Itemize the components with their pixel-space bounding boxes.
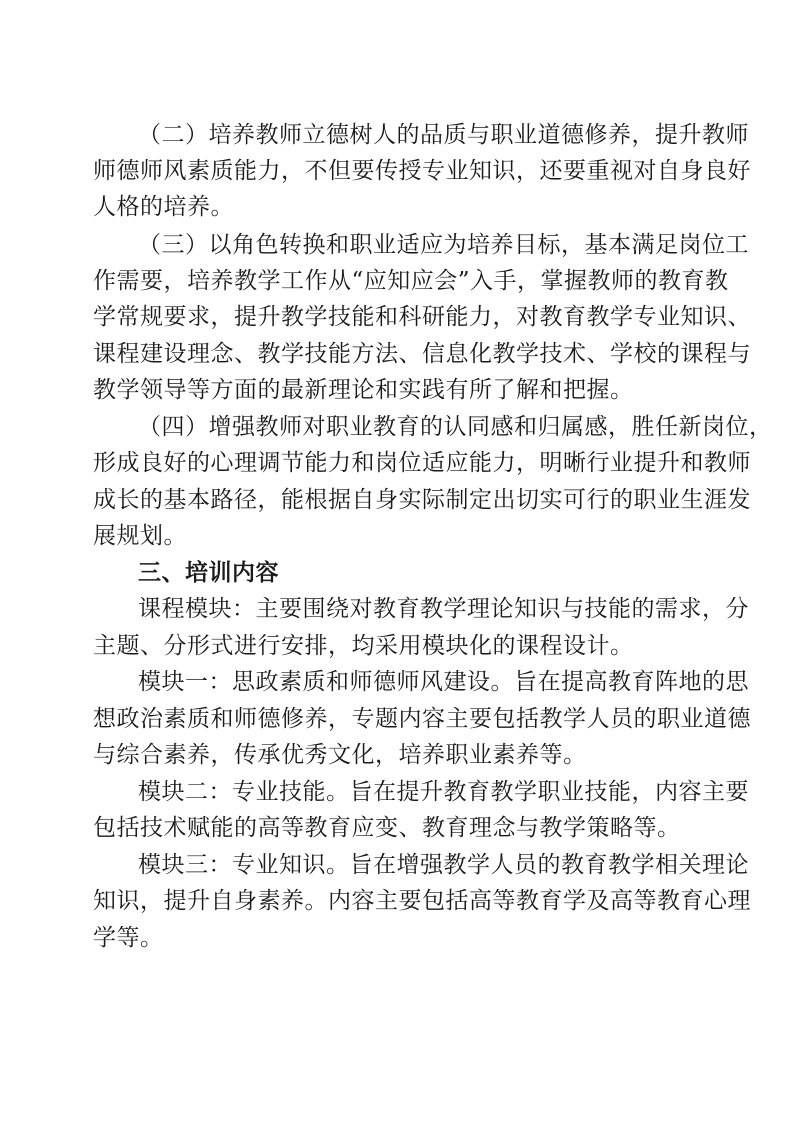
course-module-line-1: 课程模块：主要围绕对教育教学理论知识与技能的需求，分 [138, 596, 749, 622]
paragraph-3-line-2: 作需要，培养教学工作从“应知应会”入手，掌握教师的教育教 [93, 268, 729, 294]
paragraph-4-line-2: 形成良好的心理调节能力和岗位适应能力，明晰行业提升和教师 [93, 450, 751, 476]
module-3-line-1: 模块三：专业知识。旨在增强教学人员的教育教学相关理论 [138, 852, 749, 878]
module-3-line-3: 学等。 [93, 925, 164, 951]
module-1-line-3: 与综合素养，传承优秀文化，培养职业素养等。 [93, 742, 587, 768]
paragraph-3-line-4: 课程建设理念、教学技能方法、信息化教学技术、学校的课程与 [93, 341, 751, 367]
module-3-line-2: 知识，提升自身素养。内容主要包括高等教育学及高等教育心理 [93, 888, 751, 914]
module-2-line-1: 模块二：专业技能。旨在提升教育教学职业技能，内容主要 [138, 779, 749, 805]
module-2-line-2: 包括技术赋能的高等教育应变、教育理念与教学策略等。 [93, 815, 681, 841]
paragraph-2-line-1: （二）培养教师立德树人的品质与职业道德修养，提升教师 [138, 122, 749, 148]
section-heading-training-content: 三、培训内容 [138, 560, 279, 586]
paragraph-4-line-1: （四）增强教师对职业教育的认同感和归属感，胜任新岗位， [138, 414, 773, 440]
paragraph-3-line-1: （三）以角色转换和职业适应为培养目标，基本满足岗位工 [138, 232, 749, 258]
module-1-line-2: 想政治素质和师德修养，专题内容主要包括教学人员的职业道德 [93, 706, 751, 732]
paragraph-2-line-3: 人格的培养。 [93, 194, 234, 220]
paragraph-3-line-3: 学常规要求，提升教学技能和科研能力，对教育教学专业知识、 [93, 304, 751, 330]
paragraph-4-line-4: 展规划。 [93, 523, 187, 549]
paragraph-4-line-3: 成长的基本路径，能根据自身实际制定出切实可行的职业生涯发 [93, 487, 751, 513]
course-module-line-2: 主题、分形式进行安排，均采用模块化的课程设计。 [93, 633, 634, 659]
paragraph-2-line-2: 师德师风素质能力，不但要传授专业知识，还要重视对自身良好 [93, 158, 751, 184]
module-1-line-1: 模块一：思政素质和师德师风建设。旨在提高教育阵地的思 [138, 669, 749, 695]
paragraph-3-line-5: 教学领导等方面的最新理论和实践有所了解和把握。 [93, 377, 634, 403]
